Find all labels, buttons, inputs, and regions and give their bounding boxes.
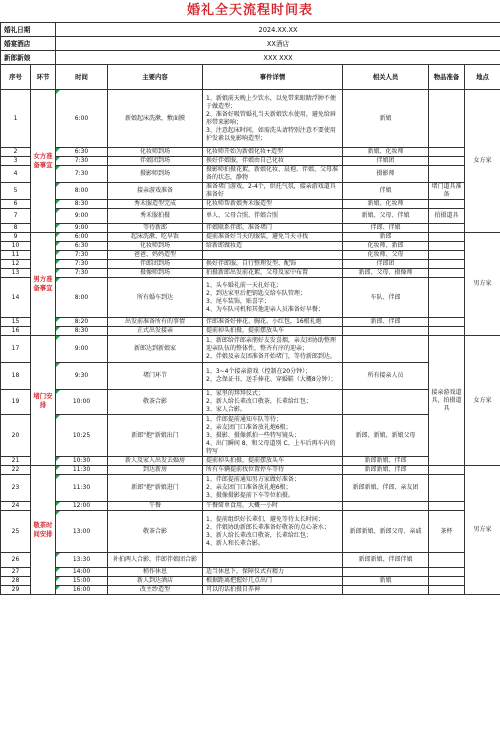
row-number: 16 xyxy=(1,327,31,336)
row-content: 起床洗漱、吃早饭 xyxy=(108,233,203,242)
row-people xyxy=(343,390,429,415)
row-time: 8:30 xyxy=(56,327,108,336)
row-detail: 1、头车婚礼前一天扎好花； 2、到达家里后把钥匙交给车队管理； 3、尾车装饰，贴喜字； 4、为车队司机和其他迎亲人员准备好早餐； xyxy=(203,278,343,318)
table-row xyxy=(1,318,500,327)
row-number: 3 xyxy=(1,157,31,166)
row-content: 秀禾服拍摄 xyxy=(108,209,203,224)
header-section: 环节 xyxy=(31,65,56,90)
row-time: 13:30 xyxy=(56,553,108,568)
row-items: 堵门道具准备 xyxy=(429,183,465,200)
row-people: 新娘、父母、伴娘 xyxy=(343,209,429,224)
row-people: 摄影师 xyxy=(343,166,429,183)
row-items xyxy=(429,269,465,278)
row-number: 6 xyxy=(1,200,31,209)
row-people xyxy=(343,327,429,336)
row-detail: 提前掉头拍摄，提前摆放头车 xyxy=(203,457,343,466)
row-time: 8:30 xyxy=(56,200,108,209)
row-detail: 所有车辆提前找位置停车等待 xyxy=(203,466,343,475)
row-detail: 伴娘联系伴郎，准备堵门 xyxy=(203,224,343,233)
row-people: 新郎、伴郎 xyxy=(343,318,429,327)
row-items xyxy=(429,327,465,336)
row-place: 男方家 xyxy=(465,466,500,595)
header-place: 地点 xyxy=(465,65,500,90)
row-detail: 1、3~4个接亲游戏（控制在20分钟）； 2、念保证书、送手捧花、穿婚鞋（大概8分钟）； xyxy=(203,363,343,390)
row-people: 新郎、新娘、新娘父母 xyxy=(343,415,429,457)
row-time: 7:30 xyxy=(56,166,108,183)
row-content: 敬茶合影 xyxy=(108,511,203,553)
table-row xyxy=(1,390,500,415)
row-detail: 根据距离把握好几点出门 xyxy=(203,577,343,586)
table-row xyxy=(1,457,500,466)
header-content: 主要内容 xyxy=(108,65,203,90)
row-time: 10:25 xyxy=(56,415,108,457)
row-content: 新郎"抱"新娘进门 xyxy=(108,475,203,502)
table-row xyxy=(1,157,500,166)
row-time: 15:00 xyxy=(56,577,108,586)
row-items xyxy=(429,502,465,511)
row-number: 2 xyxy=(1,148,31,157)
header-detail: 事件详情 xyxy=(203,65,343,90)
row-number: 27 xyxy=(1,568,31,577)
row-people: 新娘 xyxy=(343,90,429,148)
row-number: 11 xyxy=(1,251,31,260)
info-value-hotel: XX酒店 xyxy=(56,37,500,51)
header-no: 序号 xyxy=(1,65,31,90)
row-items xyxy=(429,553,465,568)
row-time: 7:30 xyxy=(56,269,108,278)
row-people: 新郎 xyxy=(343,233,429,242)
table-row xyxy=(1,577,500,586)
info-value-date: 2024.XX.XX xyxy=(56,23,500,37)
row-items xyxy=(429,475,465,502)
row-people: 新郎新娘、新郎父母、亲戚 xyxy=(343,511,429,553)
row-detail: 换好伴郎服，自行整理发型、配饰 xyxy=(203,260,343,269)
row-time: 9:00 xyxy=(56,209,108,224)
row-number: 17 xyxy=(1,336,31,363)
table-row xyxy=(1,363,500,390)
row-content: 新郎"抱"新娘出门 xyxy=(108,415,203,457)
row-people: 车队、伴郎 xyxy=(343,278,429,318)
table-row xyxy=(1,260,500,269)
row-number: 15 xyxy=(1,318,31,327)
row-time: 7:30 xyxy=(56,260,108,269)
row-content: 等待新郎 xyxy=(108,224,203,233)
row-time: 8:20 xyxy=(56,318,108,327)
row-items xyxy=(429,148,465,157)
table-row xyxy=(1,475,500,502)
row-content: 化妆师到场 xyxy=(108,148,203,157)
row-people: 新郎新娘、伴郎、亲友团 xyxy=(343,475,429,502)
table-row xyxy=(1,278,500,318)
row-people: 新郎、父母、摄像师 xyxy=(343,269,429,278)
row-items xyxy=(429,166,465,183)
schedule-table xyxy=(0,22,500,595)
row-content: 新人及家人出发去婚房 xyxy=(108,457,203,466)
row-detail: 换好伴娘服，伴娘由自己化妆 xyxy=(203,157,343,166)
row-content: 摄像师到场 xyxy=(108,269,203,278)
row-number: 13 xyxy=(1,269,31,278)
row-people: 新郎新娘、伴郎伴娘 xyxy=(343,553,429,568)
info-row-couple xyxy=(1,51,500,65)
row-people: 伴郎、伴娘 xyxy=(343,224,429,233)
table-row xyxy=(1,502,500,511)
row-items: 拍摄道具 xyxy=(429,209,465,224)
row-items: 接亲游戏道具，拍摄道具 xyxy=(429,336,465,466)
table-row xyxy=(1,166,500,183)
row-people: 化妆师、父母 xyxy=(343,251,429,260)
row-people: 化妆师、新郎 xyxy=(343,242,429,251)
row-content: 伴郎团到场 xyxy=(108,260,203,269)
row-detail: 给新郎做妆造 xyxy=(203,242,343,251)
row-number: 25 xyxy=(1,511,31,553)
row-people: 新娘、化妆师 xyxy=(343,148,429,157)
row-time: 8:00 xyxy=(56,183,108,200)
row-content: 补拍两人合影，伴郎伴娘团合影 xyxy=(108,553,203,568)
row-number: 23 xyxy=(1,475,31,502)
row-content: 伴娘团到场 xyxy=(108,157,203,166)
row-number: 5 xyxy=(1,183,31,200)
header-people: 相关人员 xyxy=(343,65,429,90)
row-people xyxy=(343,502,429,511)
info-value-couple: XXX XXX xyxy=(56,51,500,65)
row-content: 新人到达酒店 xyxy=(108,577,203,586)
table-row xyxy=(1,568,500,577)
row-detail: 1、新娘前天晚上少饮水，以免带来眼睛浮肿不便于做造型； 2、准备好吸管婚礼当天新娘饮水使用，避免给唇形带来影响； 3、注意起床时间，如需洗头请特别注意不要使用护发素以免影响造型； xyxy=(203,90,343,148)
row-number: 22 xyxy=(1,466,31,475)
table-row xyxy=(1,327,500,336)
row-number: 8 xyxy=(1,224,31,233)
row-detail: 伴郎准备好捧花、胸花、小红包，16根礼炮 xyxy=(203,318,343,327)
row-content: 到达新房 xyxy=(108,466,203,475)
header-time: 时间 xyxy=(56,65,108,90)
row-detail xyxy=(203,553,343,568)
row-content: 正式出发接亲 xyxy=(108,327,203,336)
row-items xyxy=(429,318,465,327)
row-time: 10:00 xyxy=(56,390,108,415)
row-people xyxy=(343,336,429,363)
row-number: 21 xyxy=(1,457,31,466)
row-people: 新郎新娘、伴郎 xyxy=(343,466,429,475)
section-label: 女方准备事宜 xyxy=(31,90,56,233)
row-place: 男方家 xyxy=(465,233,500,336)
row-content: 出发前准备所有的事情 xyxy=(108,318,203,327)
section-label: 敬茶时间安排 xyxy=(31,466,56,595)
table-row xyxy=(1,242,500,251)
table-row xyxy=(1,553,500,568)
row-content: 稍作休息 xyxy=(108,568,203,577)
row-time: 6:30 xyxy=(56,148,108,157)
row-detail: 1、伴郎提前通知男方家做好准备； 2、亲友团门口准备放礼炮6根； 3、摄像摄影提前下车等位拍摄。 xyxy=(203,475,343,502)
table-row xyxy=(1,90,500,148)
row-content: 新娘起床洗漱，敷面膜 xyxy=(108,90,203,148)
row-number: 7 xyxy=(1,209,31,224)
row-time: 6:00 xyxy=(56,233,108,242)
row-time: 8:00 xyxy=(56,278,108,318)
table-header xyxy=(1,65,500,90)
info-label-date: 婚礼日期 xyxy=(1,23,56,37)
row-detail: 单人、父母合照、伴娘合照 xyxy=(203,209,343,224)
table-row xyxy=(1,200,500,209)
table-row xyxy=(1,511,500,553)
row-people: 新娘 xyxy=(343,577,429,586)
row-time: 16:00 xyxy=(56,586,108,595)
row-number: 20 xyxy=(1,415,31,457)
row-content: 爸爸、妈妈造型 xyxy=(108,251,203,260)
row-detail: 1、伴郎提前通知车队等待； 2、亲友团门口准备放礼炮6根； 3、摄影、摄像抓拍一些特写镜头； 4、出门瞬间 8、和父母道别 C、上车后再车内的特写 xyxy=(203,415,343,457)
table-row xyxy=(1,415,500,457)
row-items xyxy=(429,251,465,260)
row-time: 6:00 xyxy=(56,90,108,148)
row-time: 12:00 xyxy=(56,502,108,511)
info-row-date xyxy=(1,23,500,37)
row-items xyxy=(429,157,465,166)
row-items xyxy=(429,233,465,242)
row-detail: 可以的话拍摄自养神 xyxy=(203,586,343,595)
row-number: 19 xyxy=(1,390,31,415)
row-detail xyxy=(203,251,343,260)
row-people: 伴娘团 xyxy=(343,157,429,166)
row-items: 茶杯 xyxy=(429,511,465,553)
row-content: 接亲游戏准备 xyxy=(108,183,203,200)
row-number: 1 xyxy=(1,90,31,148)
row-items xyxy=(429,577,465,586)
row-detail: 1、新郎给伴郎亲朋好友发喜烟，亲友团协助整理迎亲队伍的整体性，整齐有序的迎亲； 2、伴娘及亲友团准备开始堵门，等待新郎到达。 xyxy=(203,336,343,363)
table-row xyxy=(1,586,500,595)
row-time: 13:00 xyxy=(56,511,108,553)
row-content: 敬茶合影 xyxy=(108,390,203,415)
row-time: 9:30 xyxy=(56,363,108,390)
row-time: 7:30 xyxy=(56,157,108,166)
row-detail: 提前准备好当天的服装，避免当天寻找 xyxy=(203,233,343,242)
row-detail: 化妆师开始为新娘化妆+造型 xyxy=(203,148,343,157)
row-place: 女方家 xyxy=(465,336,500,466)
row-detail: 1、提前组织好长辈们，避免等待太长时间； 2、伴娘协助新郎长辈准备好敬茶的点心茶水； 3、新人给长辈改口敬茶，长辈给红包； 4、新人和长辈合影。 xyxy=(203,511,343,553)
row-items xyxy=(429,200,465,209)
row-people xyxy=(343,586,429,595)
row-people: 伴娘 xyxy=(343,183,429,200)
row-number: 28 xyxy=(1,577,31,586)
row-time: 11:30 xyxy=(56,466,108,475)
row-content: 改主纱造型 xyxy=(108,586,203,595)
table-row xyxy=(1,466,500,475)
row-items xyxy=(429,568,465,577)
row-people: 伴郎团 xyxy=(343,260,429,269)
row-content: 摄影师到场 xyxy=(108,166,203,183)
table-row xyxy=(1,233,500,242)
row-number: 14 xyxy=(1,278,31,318)
table-row xyxy=(1,336,500,363)
table-row xyxy=(1,269,500,278)
row-time: 14:00 xyxy=(56,568,108,577)
section-label: 男方准备事宜 xyxy=(31,233,56,336)
row-number: 18 xyxy=(1,363,31,390)
row-content: 化妆师到场 xyxy=(108,242,203,251)
row-number: 10 xyxy=(1,242,31,251)
row-detail: 适当休息下，保障仪式有精力 xyxy=(203,568,343,577)
row-items xyxy=(429,586,465,595)
row-items xyxy=(429,224,465,233)
header-items: 物品准备 xyxy=(429,65,465,90)
row-detail: 1、家里的拜拜仪式； 2、新人给长辈改口敬茶，长辈给红包； 3、家人合影。 xyxy=(203,390,343,415)
row-content: 堵门环节 xyxy=(108,363,203,390)
row-number: 24 xyxy=(1,502,31,511)
table-row xyxy=(1,183,500,200)
row-detail: 摄影师拍摄花絮，新娘化妆、晨袍、伴娘、父母准备的状态，静物 xyxy=(203,166,343,183)
page-title: 婚礼全天流程时间表 xyxy=(186,3,313,18)
row-time: 11:30 xyxy=(56,475,108,502)
row-number: 9 xyxy=(1,233,31,242)
section-label: 堵门安排 xyxy=(31,336,56,466)
table-row xyxy=(1,148,500,157)
row-items xyxy=(429,466,465,475)
row-detail: 准备堵门游戏，2-4个，烘托气氛，接亲游戏道具准备好 xyxy=(203,183,343,200)
row-content: 所有婚车到达 xyxy=(108,278,203,318)
row-number: 12 xyxy=(1,260,31,269)
row-time: 7:30 xyxy=(56,251,108,260)
row-items xyxy=(429,260,465,269)
row-items xyxy=(429,90,465,148)
row-time: 10:30 xyxy=(56,457,108,466)
row-detail: 拍摄新郎出发前花絮，父母及家中布置 xyxy=(203,269,343,278)
row-items xyxy=(429,242,465,251)
info-label-couple: 新郎新娘 xyxy=(1,51,56,65)
row-detail: 提前掉头拍摄，提前摆放头车 xyxy=(203,327,343,336)
row-number: 29 xyxy=(1,586,31,595)
row-time: 9:00 xyxy=(56,336,108,363)
row-number: 26 xyxy=(1,553,31,568)
table-row xyxy=(1,209,500,224)
row-time: 9:00 xyxy=(56,224,108,233)
schedule-rows xyxy=(1,90,500,595)
info-label-hotel: 婚宴酒店 xyxy=(1,37,56,51)
row-items xyxy=(429,278,465,318)
row-people: 新郎新娘、伴郎 xyxy=(343,457,429,466)
table-row xyxy=(1,251,500,260)
row-people xyxy=(343,568,429,577)
row-content: 新郎达到新娘家 xyxy=(108,336,203,363)
row-number: 4 xyxy=(1,166,31,183)
row-detail: 化妆师帮新娘秀禾服造型 xyxy=(203,200,343,209)
row-people: 所有接亲人员 xyxy=(343,363,429,390)
row-content: 午餐 xyxy=(108,502,203,511)
table-row xyxy=(1,224,500,233)
row-people: 新娘、化妆师 xyxy=(343,200,429,209)
row-detail: 午餐简单食用，大概一小时 xyxy=(203,502,343,511)
row-content: 秀禾服造型完成 xyxy=(108,200,203,209)
row-time: 6:30 xyxy=(56,242,108,251)
row-place: 女方家 xyxy=(465,90,500,233)
info-row-hotel xyxy=(1,37,500,51)
